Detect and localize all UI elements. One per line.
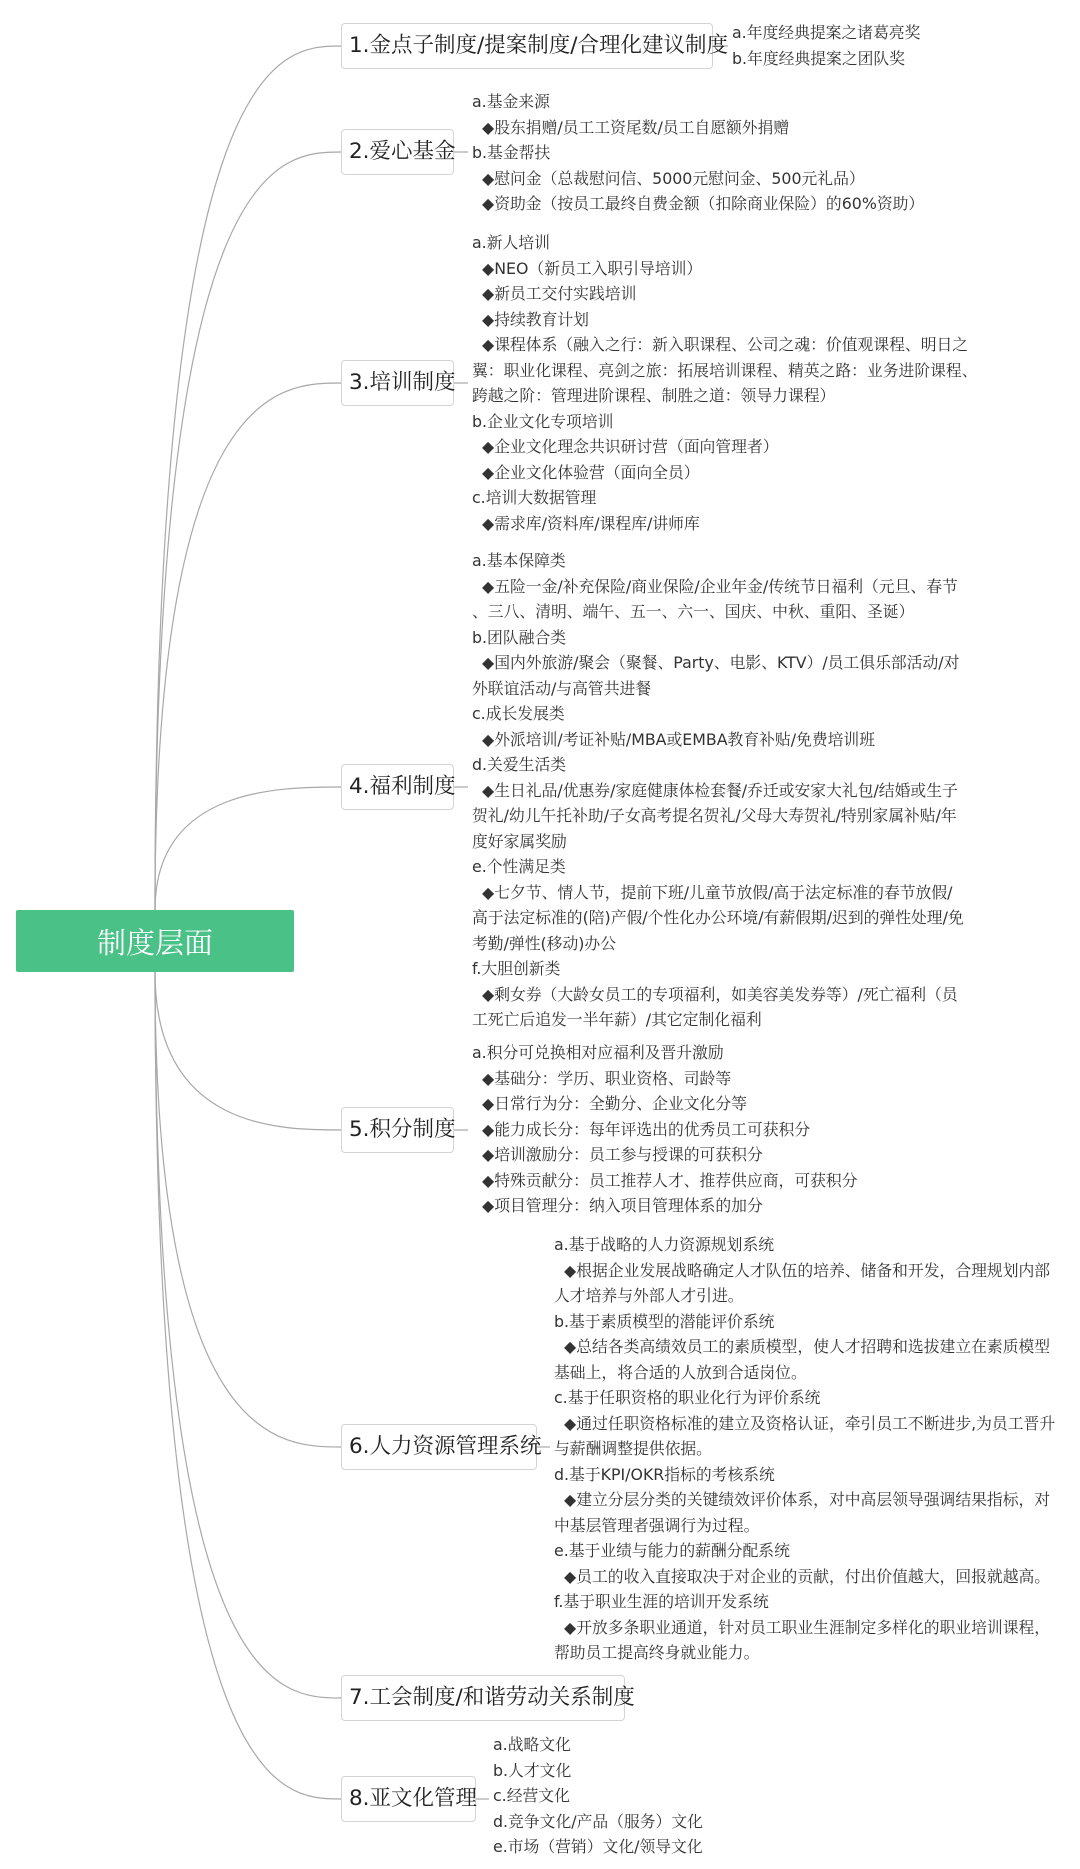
connector-curve [155,972,341,1447]
note-line: ◆需求库/资料库/课程库/讲师库 [472,513,700,533]
note-line: ◆剩女券（大龄女员工的专项福利，如美容美发券等）/死亡福利（员 [472,984,958,1004]
note-line: f.大胆创新类 [472,959,561,978]
branch-node-care-fund[interactable] [341,129,454,175]
note-line: a.战略文化 [493,1735,571,1754]
note-line: b.企业文化专项培训 [472,411,614,431]
connector-curve [155,152,341,910]
note-line: ◆资助金（按员工最终自费金额（扣除商业保险）的60%资助） [472,194,925,213]
connector-curve [155,383,341,910]
branch-note-hr-management [554,1232,1055,1666]
branch-node-union-system[interactable] [341,1675,635,1721]
note-line: a.基本保障类 [472,551,566,570]
note-line: 中基层管理者强调行为过程。 [554,1515,760,1535]
branch-note-points-system [472,1040,858,1219]
note-line: c.经营文化 [493,1786,570,1805]
connector-curve [155,972,341,1130]
branch-label: 8.亚文化管理 [349,1786,478,1811]
branch-note-subculture [493,1732,703,1860]
note-line: 帮助员工提高终身就业能力。 [554,1643,760,1662]
note-line: ◆开放多条职业通道，针对员工职业生涯制定多样化的职业培训课程， [554,1617,1051,1637]
note-line: b.团队融合类 [472,627,567,647]
note-line: ◆外派培训/考证补贴/MBA或EMBA教育补贴/免费培训班 [472,729,876,749]
branch-node-hr-management[interactable] [341,1424,542,1470]
branch-note-training-system [472,230,978,536]
note-line: ◆特殊贡献分：员工推荐人才、推荐供应商，可获积分 [472,1170,858,1190]
branch-node-welfare-system[interactable] [341,764,454,810]
connector-curve [155,972,341,1698]
note-line: ◆企业文化理念共识研讨营（面向管理者） [472,437,779,456]
note-line: 工死亡后追发一半年薪）/其它定制化福利 [472,1010,762,1029]
note-line: a.基于战略的人力资源规划系统 [554,1235,775,1254]
note-line: 、三八、清明、端午、五一、六一、国庆、中秋、重阳、圣诞） [472,602,915,621]
root-node[interactable] [16,910,294,972]
note-line: 跨越之阶：管理进阶课程、制胜之道：领导力课程） [472,386,836,405]
branch-label: 7.工会制度/和谐劳动关系制度 [349,1685,635,1710]
note-line: 外联谊活动/与高管共进餐 [472,678,652,698]
branch-node-points-system[interactable] [341,1107,454,1153]
note-line: a.年度经典提案之诸葛亮奖 [732,23,921,42]
connector-curve [155,46,341,910]
note-line: ◆五险一金/补充保险/商业保险/企业年金/传统节日福利（元旦、春节 [472,576,958,596]
note-line: a.积分可兑换相对应福利及晋升激励 [472,1043,724,1062]
note-line: ◆慰问金（总裁慰问信、5000元慰问金、500元礼品） [472,168,865,188]
note-line: ◆股东捐赠/员工工资尾数/员工自愿额外捐赠 [472,117,790,137]
note-line: ◆企业文化体验营（面向全员） [472,462,700,482]
note-line: ◆日常行为分：全勤分、企业文化分等 [472,1094,747,1113]
branch-node-subculture[interactable] [341,1776,476,1822]
note-line: ◆建立分层分类的关键绩效评价体系，对中高层领导强调结果指标，对 [554,1490,1051,1509]
connector-curve [155,787,341,910]
note-line: b.基金帮扶 [472,143,551,162]
note-line: ◆课程体系（融入之行：新入职课程、公司之魂：价值观课程、明日之 [472,335,969,354]
note-line: ◆七夕节、情人节，提前下班/儿童节放假/高于法定标准的春节放假/ [472,882,953,902]
branch-label: 6.人力资源管理系统 [349,1434,542,1459]
note-line: c.成长发展类 [472,704,565,723]
branch-note-welfare-system [472,548,964,1033]
note-line: a.新人培训 [472,233,550,252]
branch-label: 4.福利制度 [349,774,456,799]
branch-label: 1.金点子制度/提案制度/合理化建议制度 [349,33,729,58]
note-line: b.人才文化 [493,1760,572,1780]
note-line: 人才培养与外部人才引进。 [554,1286,744,1305]
note-line: b.基于素质模型的潜能评价系统 [554,1311,775,1331]
note-line: e.市场（营销）文化/领导文化 [493,1837,703,1856]
note-line: ◆根据企业发展战略确定人才队伍的培养、储备和开发，合理规划内部 [554,1260,1051,1280]
note-line: ◆国内外旅游/聚会（聚餐、Party、电影、KTV）/员工俱乐部活动/对 [472,653,960,672]
note-line: 高于法定标准的(陪)产假/个性化办公环境/有薪假期/迟到的弹性处理/免 [472,908,964,927]
note-line: ◆生日礼品/优惠券/家庭健康体检套餐/乔迁或安家大礼包/结婚或生子 [472,780,958,800]
note-line: ◆NEO（新员工入职引导培训） [472,258,703,278]
note-line: f.基于职业生涯的培训开发系统 [554,1592,769,1611]
branch-note-care-fund [472,89,924,217]
note-line: ◆员工的收入直接取决于对企业的贡献，付出价值越大，回报就越高。 [554,1566,1051,1586]
note-line: 考勤/弹性(移动)办公 [472,933,617,953]
note-line: 度好家属奖励 [472,831,567,851]
note-line: c.基于任职资格的职业化行为评价系统 [554,1388,821,1407]
note-line: ◆能力成长分：每年评选出的优秀员工可获积分 [472,1119,811,1139]
note-line: 贺礼/幼儿午托补助/子女高考提名贺礼/父母大寿贺礼/特别家属补贴/年 [472,806,957,825]
note-line: d.关爱生活类 [472,755,567,774]
note-line: ◆通过任职资格标准的建立及资格认证，牵引员工不断进步,为员工晋升 [554,1413,1056,1433]
note-line: d.竞争文化/产品（服务）文化 [493,1811,703,1831]
note-line: 翼：职业化课程、亮剑之旅：拓展培训课程、精英之路：业务进阶课程、 [472,360,978,380]
note-line: e.基于业绩与能力的薪酬分配系统 [554,1541,790,1560]
note-line: ◆基础分：学历、职业资格、司龄等 [472,1068,732,1088]
note-line: ◆项目管理分：纳入项目管理体系的加分 [472,1196,763,1215]
note-line: ◆持续教育计划 [472,309,589,329]
connector-curve [155,972,341,1799]
note-line: ◆总结各类高绩效员工的素质模型，使人才招聘和选拔建立在素质模型 [554,1337,1051,1356]
branch-note-suggestion-system [732,20,920,71]
note-line: ◆培训激励分：员工参与授课的可获积分 [472,1145,763,1164]
note-line: ◆新员工交付实践培训 [472,284,637,303]
note-line: c.培训大数据管理 [472,488,597,507]
note-line: b.年度经典提案之团队奖 [732,48,906,68]
branch-label: 5.积分制度 [349,1117,456,1142]
branch-node-suggestion-system[interactable] [341,23,729,69]
root-node-label: 制度层面 [96,925,213,960]
note-line: 基础上，将合适的人放到合适岗位。 [554,1362,807,1382]
branch-label: 2.爱心基金 [349,139,456,164]
note-line: 与薪酬调整提供依据。 [554,1439,712,1458]
note-line: e.个性满足类 [472,857,566,876]
branch-node-training-system[interactable] [341,360,454,406]
note-line: a.基金来源 [472,92,550,111]
note-line: d.基于KPI/OKR指标的考核系统 [554,1464,775,1484]
branch-label: 3.培训制度 [349,370,456,395]
